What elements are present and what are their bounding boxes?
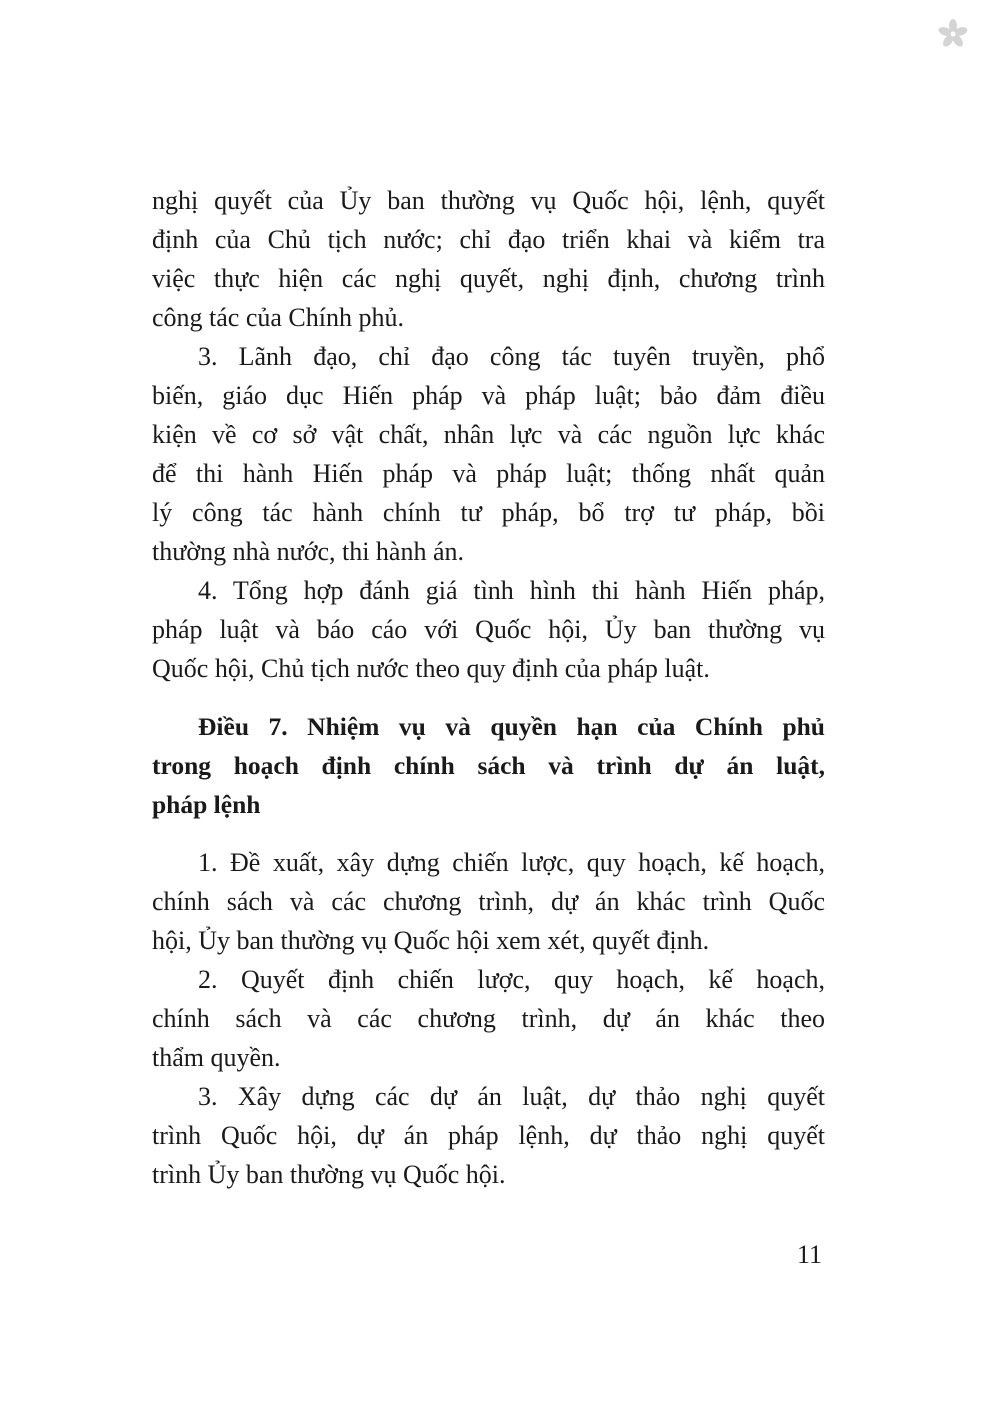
text-line: thường nhà nước, thi hành án. xyxy=(152,537,465,566)
page-body xyxy=(152,181,825,1194)
text-line: trình Quốc hội, dự án pháp lệnh, dự thảo nghị quyết xyxy=(152,1121,825,1150)
paragraph-continuation xyxy=(152,181,825,337)
paragraph-item-3 xyxy=(152,337,825,571)
heading-line: trong hoạch định chính sách và trình dự án luật, xyxy=(152,751,825,780)
text-line: trình Ủy ban thường vụ Quốc hội. xyxy=(152,1160,506,1189)
text-line: việc thực hiện các nghị quyết, nghị định, chương trình xyxy=(152,264,825,293)
text-line: thẩm quyền. xyxy=(152,1043,281,1072)
text-line: kiện về cơ sở vật chất, nhân lực và các nguồn lực khác xyxy=(152,420,825,449)
text-line: 3. Xây dựng các dự án luật, dự thảo nghị quyết xyxy=(198,1082,825,1111)
text-line: chính sách và các chương trình, dự án khác theo xyxy=(152,1004,825,1033)
text-line: 3. Lãnh đạo, chỉ đạo công tác tuyên truyền, phổ xyxy=(198,342,825,371)
article-item-1 xyxy=(152,843,825,960)
paragraph-item-4 xyxy=(152,571,825,688)
text-line: nghị quyết của Ủy ban thường vụ Quốc hội, lệnh, quyết xyxy=(152,186,825,215)
flower-ornament-icon xyxy=(938,19,968,49)
heading-line: pháp lệnh xyxy=(152,790,261,819)
text-line: 2. Quyết định chiến lược, quy hoạch, kế hoạch, xyxy=(198,965,825,994)
text-line: định của Chủ tịch nước; chỉ đạo triển khai và kiểm tra xyxy=(152,225,825,254)
article-heading xyxy=(152,707,825,824)
article-item-2 xyxy=(152,960,825,1077)
text-line: hội, Ủy ban thường vụ Quốc hội xem xét, quyết định. xyxy=(152,926,710,955)
article-item-3 xyxy=(152,1077,825,1194)
text-line: pháp luật và báo cáo với Quốc hội, Ủy ban thường vụ xyxy=(152,615,825,644)
text-line: Quốc hội, Chủ tịch nước theo quy định của pháp luật. xyxy=(152,654,710,683)
heading-line: Điều 7. Nhiệm vụ và quyền hạn của Chính phủ xyxy=(198,712,825,741)
text-line: biến, giáo dục Hiến pháp và pháp luật; bảo đảm điều xyxy=(152,381,825,410)
text-line: 1. Đề xuất, xây dựng chiến lược, quy hoạch, kế hoạch, xyxy=(198,848,825,877)
text-line: để thi hành Hiến pháp và pháp luật; thống nhất quản xyxy=(152,459,825,488)
text-line: 4. Tổng hợp đánh giá tình hình thi hành Hiến pháp, xyxy=(198,576,825,605)
text-line: chính sách và các chương trình, dự án khác trình Quốc xyxy=(152,887,825,916)
text-line: công tác của Chính phủ. xyxy=(152,303,404,332)
text-line: lý công tác hành chính tư pháp, bổ trợ tư pháp, bồi xyxy=(152,498,825,527)
page-number: 11 xyxy=(797,1240,823,1269)
